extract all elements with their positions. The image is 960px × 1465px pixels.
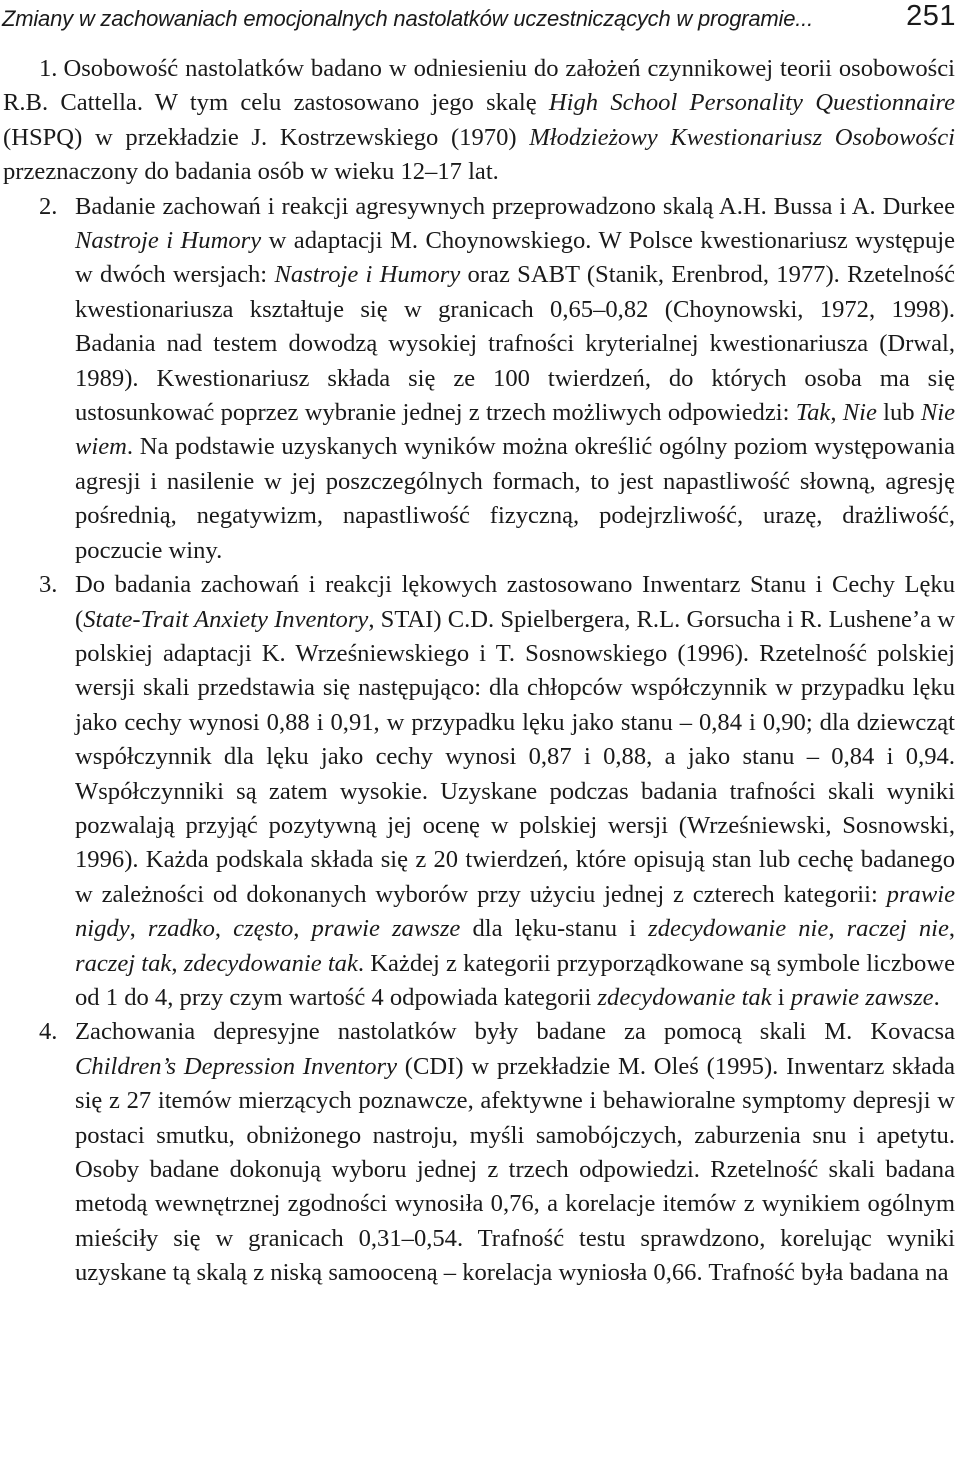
page-body xyxy=(3,52,955,1291)
text-run: Do badania zachowań i reakcji lękowych zastosowano Inwentarz Stanu i Cechy Lęku ( xyxy=(75,571,955,633)
running-header xyxy=(0,0,960,45)
italic-text: zdecydowanie tak xyxy=(597,983,772,1011)
italic-text: High School Personality Questionnaire xyxy=(548,89,955,117)
italic-text: Nastroje i Humory xyxy=(274,261,461,289)
text-run: . Każdej z kategorii przyporządkowane są symbole liczbowe od 1 do 4, przy czym wartość 4 odpowiada kategorii xyxy=(75,949,956,1011)
italic-text: często xyxy=(233,915,294,943)
italic-text: raczej tak xyxy=(75,949,172,977)
list-item-text xyxy=(3,55,955,185)
text-run: Zachowania depresyjne nastolatków były badane za pomocą skali M. Kovacsa xyxy=(75,1018,955,1046)
list-item xyxy=(3,568,955,1015)
italic-text: prawie zawsze xyxy=(311,915,461,943)
list-item-text xyxy=(75,1018,955,1286)
italic-text: Nie xyxy=(842,399,877,427)
page-number: 251 xyxy=(906,0,956,32)
text-run: lub xyxy=(876,399,921,427)
text-run: , xyxy=(948,915,956,943)
text-run: w adaptacji M. Choynowskiego. W Polsce kwestionariusz występuje w dwóch wersjach: xyxy=(75,227,955,289)
text-run: dla lęku-stanu i xyxy=(460,915,649,943)
list-item-text xyxy=(75,571,955,1011)
italic-text: raczej nie xyxy=(846,915,949,943)
text-run: Osobowość nastolatków badano w odniesieniu do założeń czynnikowej teorii osobowości R.B. Cattella. W tym celu zastosowano jego skalę xyxy=(3,55,955,117)
italic-text: prawie nigdy xyxy=(75,880,955,943)
italic-text: Tak xyxy=(795,399,831,427)
list-item xyxy=(3,52,955,190)
list-item-number: 1. xyxy=(39,55,58,82)
italic-text: Children’s Depression Inventory xyxy=(75,1052,398,1080)
text-run: (HSPQ) w przekładzie J. Kostrzewskiego (1970) xyxy=(3,123,530,151)
list-item xyxy=(3,190,955,568)
italic-text: Młodzieżowy Kwestionariusz Osobowości xyxy=(529,123,955,151)
running-title: Zmiany w zachowaniach emocjonalnych nastolatków uczestniczących w programie... xyxy=(2,6,813,31)
list-item-number: 4. xyxy=(39,1018,58,1046)
text-run: oraz SABT (Stanik, Erenbrod, 1977). Rzetelność kwestionariusza kształtuje się w granicach 0,65–0,82 (Choynowski, 1972, 1998). Badania nad testem dowodzą wysokiej trafności kryterialnej kwestionariusza (Drwal, 1989). Kwestionariusz składa się ze 100 twierdzeń, do których osoba ma się ustosunkować poprzez wybranie jednej z trzech możliwych odpowiedzi: xyxy=(75,261,956,427)
list-item xyxy=(3,1015,955,1290)
text-run: Badanie zachowań i reakcji agresywnych przeprowadzono skalą A.H. Bussa i A. Durkee xyxy=(75,192,955,220)
text-run: (CDI) w przekładzie M. Oleś (1995). Inwentarz składa się z 27 itemów mierzących poznawcze, afektywne i behawioralne symptomy depresji w postaci smutku, obniżonego nastroju, myśli samobójczych, zaburzenia snu i apetytu. Osoby badane dokonują wyboru jednej z trzech odpowiedzi. Rzetelność skali badana metodą wewnętrznej zgodności wynosiła 0,76, a korelacje itemów z wynikiem ogólnym mieściły się w granicach 0,31–0,54. Trafność testu sprawdzono, korelując wyniki uzyskane tą skalą z niską samooceną – korelacja wyniosła 0,66. Trafność była badana na xyxy=(75,1052,955,1287)
italic-text: zdecydowanie tak xyxy=(183,949,358,977)
text-run: . xyxy=(933,983,940,1011)
italic-text: prawie zawsze xyxy=(790,983,934,1011)
text-run: , xyxy=(129,915,148,943)
text-run: , xyxy=(828,915,847,943)
text-run: przeznaczony do badania osób w wieku 12–17 lat. xyxy=(3,158,499,186)
list-item-number: 3. xyxy=(39,571,58,599)
text-run: , xyxy=(171,949,184,977)
text-run: , xyxy=(214,915,234,943)
italic-text: Nie wiem xyxy=(75,399,955,461)
text-run: , STAI) C.D. Spielbergera, R.L. Gorsucha i R. Lushene’a w polskiej adaptacji K. Wrześniewskiego i T. Sosnowskiego (1996). Rzetelność polskiej wersji skali przedstawia się następująco: dla chłopców współczynnik w przypadku lęku jako cechy wynosi 0,88 i 0,91, w przypadku lęku jako stanu – 0,84 i 0,90; dla dziewcząt współczynnik dla lęku jako cechy wynosi 0,87 i 0,88, a jako stanu – 0,84 i 0,94. Współczynniki są zatem wysokie. Uzyskane podczas badania trafności skali wyniki pozwalają przyjąć pozytywną jej ocenę w polskiej wersji (Wrześniewski, Sosnowski, 1996). Każda podskala składa się z 20 twierdzeń, które opisują stan lub cechę badanego w zależności od dokonanych wyborów przy użyciu jednej z czterech kategorii: xyxy=(75,605,955,908)
italic-text: rzadko xyxy=(147,915,215,943)
text-run: . Na podstawie uzyskanych wyników można określić ogólny poziom występowania agresji i nasilenie w jej poszczególnych formach, to jest napastliwość słowną, agresję pośrednią, negatywizm, napastliwość fizyczną, podejrzliwość, urazę, drażliwość, poczucie winy. xyxy=(75,433,955,564)
text-run: , xyxy=(830,399,843,427)
italic-text: zdecydowanie nie xyxy=(648,915,829,943)
text-run: , xyxy=(293,915,312,943)
italic-text: Nastroje i Humory xyxy=(75,227,262,255)
list-item-number: 2. xyxy=(39,192,58,220)
list-item-text xyxy=(75,193,955,564)
italic-text: State-Trait Anxiety Inventory xyxy=(83,605,369,633)
text-run: i xyxy=(771,983,791,1011)
